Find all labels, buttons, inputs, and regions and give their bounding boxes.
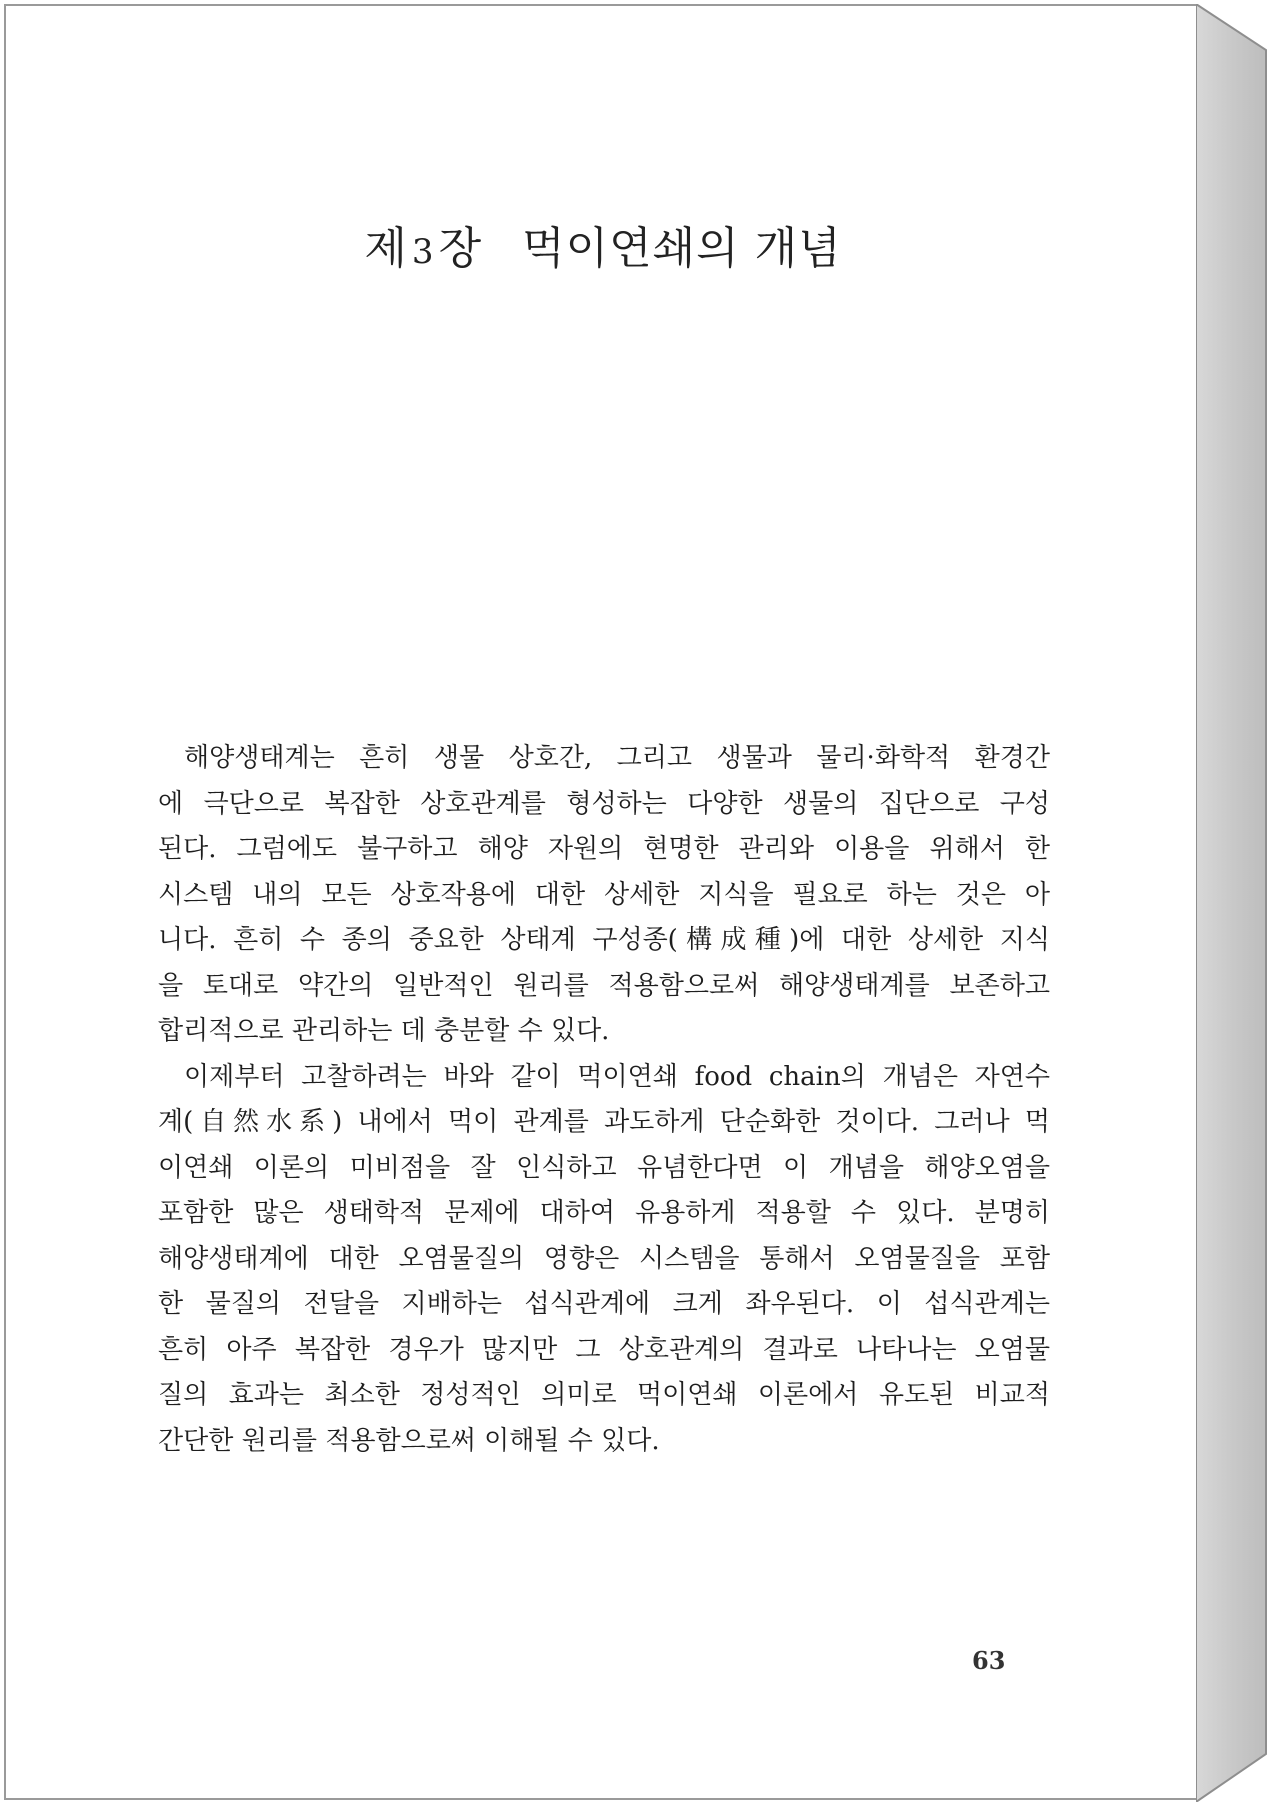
text-line: 에 극단으로 복잡한 상호관계를 형성하는 다양한 생물의 집단으로 구성 xyxy=(158,788,1050,819)
chapter-label-suffix: 장 xyxy=(438,223,483,274)
chapter-number: 3 xyxy=(411,232,435,272)
text-line: 된다. 그럼에도 불구하고 해양 자원의 현명한 관리와 이용을 위해서 한 xyxy=(158,834,1050,864)
text-line: 시스템 내의 모든 상호작용에 대한 상세한 지식을 필요로 하는 것은 아 xyxy=(158,879,1050,910)
chapter-title xyxy=(6,212,1200,276)
text-line: 합리적으로 관리하는 데 충분할 수 있다. xyxy=(158,1016,610,1046)
text-line: 포함한 많은 생태학적 문제에 대하여 유용하게 적용할 수 있다. 분명히 xyxy=(158,1198,1050,1228)
text-line: 흔히 아주 복잡한 경우가 많지만 그 상호관계의 결과로 나타나는 오염물 xyxy=(158,1334,1050,1365)
chapter-name: 먹이연쇄의 개념 xyxy=(522,223,842,274)
book-edge xyxy=(1196,4,1269,1802)
text-line: 한 물질의 전달을 지배하는 섭식관계에 크게 좌우된다. 이 섭식관계는 xyxy=(158,1289,1050,1319)
paragraph-2 xyxy=(158,1055,1050,1465)
text-line: 이제부터 고찰하려는 바와 같이 먹이연쇄 food chain의 개념은 자연수 xyxy=(184,1061,1050,1092)
text-line: 해양생태계에 대한 오염물질의 영향은 시스템을 통해서 오염물질을 포함 xyxy=(158,1243,1050,1274)
page-number: 63 xyxy=(972,1646,1006,1675)
text-line: 간단한 원리를 적용함으로써 이해될 수 있다. xyxy=(158,1425,660,1456)
text-line: 니다. 흔히 수 종의 중요한 상태계 구성종(構成種)에 대한 상세한 지식 xyxy=(158,925,1050,955)
text-line: 이연쇄 이론의 미비점을 잘 인식하고 유념한다면 이 개념을 해양오염을 xyxy=(158,1152,1050,1183)
paragraph-1 xyxy=(158,736,1050,1055)
text-line: 을 토대로 약간의 일반적인 원리를 적용함으로써 해양생태계를 보존하고 xyxy=(158,970,1050,1001)
text-line: 질의 효과는 최소한 정성적인 의미로 먹이연쇄 이론에서 유도된 비교적 xyxy=(158,1380,1050,1410)
text-line: 해양생태계는 흔히 생물 상호간, 그리고 생물과 물리·화학적 환경간 xyxy=(184,743,1050,773)
text-line: 계(自然水系) 내에서 먹이 관계를 과도하게 단순화한 것이다. 그러나 먹 xyxy=(158,1107,1050,1137)
chapter-label-prefix: 제 xyxy=(364,223,408,274)
page xyxy=(4,4,1198,1800)
body-text xyxy=(158,736,1050,1464)
